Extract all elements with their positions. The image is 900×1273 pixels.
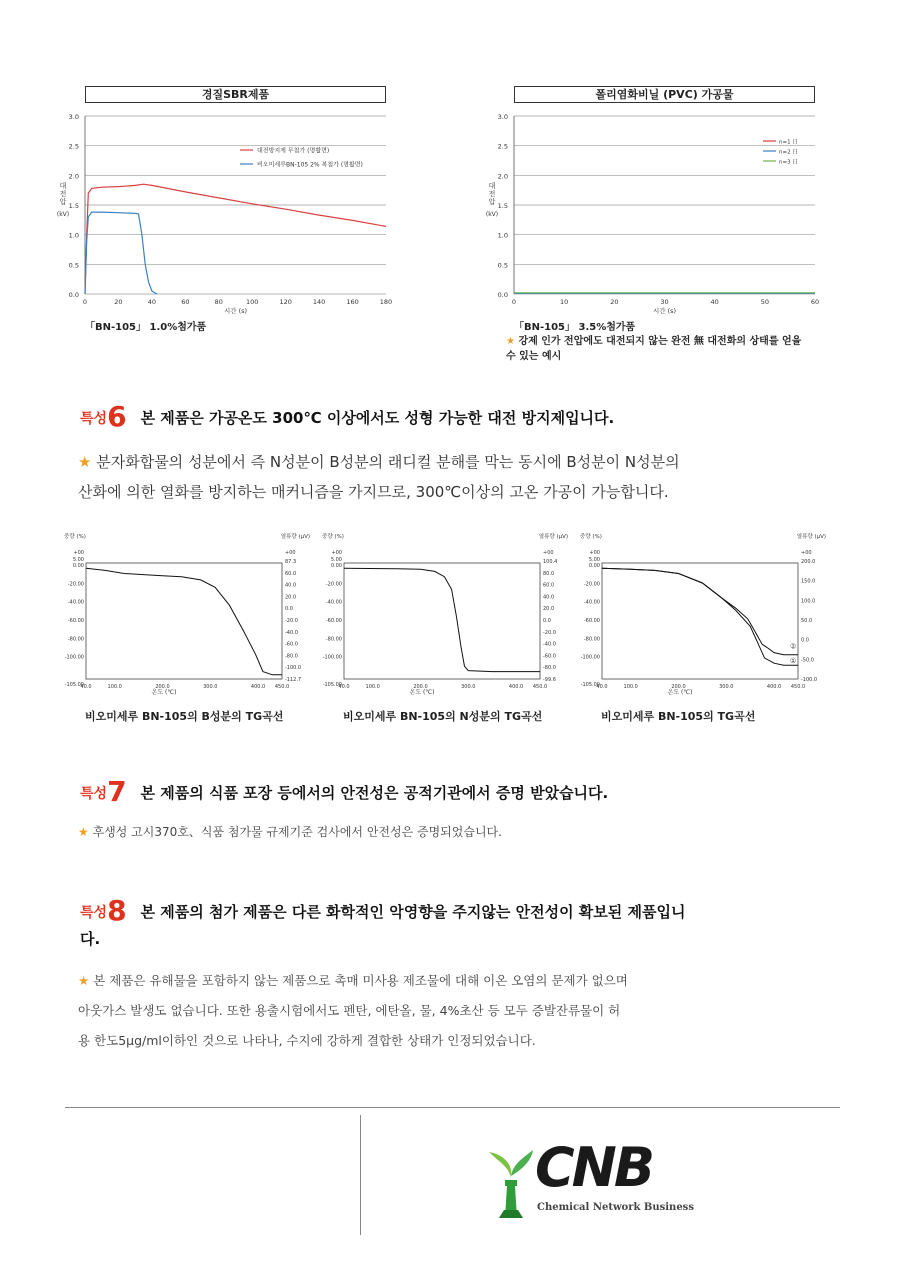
chart2-line-chart bbox=[484, 108, 824, 320]
tg-right-tick-label: -80.0 bbox=[285, 653, 298, 660]
sprout-flask-icon bbox=[485, 1140, 537, 1220]
tg-x-tick-label: 40.0 bbox=[80, 684, 92, 690]
tg-left-tick-label: -100.00 bbox=[580, 654, 600, 661]
legend-label: 대전방지제 무첨가 (명활면) bbox=[257, 147, 330, 155]
section7-title: 본 제품의 식품 포장 등에서의 안전성은 공적기관에서 증명 받았습니다. bbox=[140, 784, 609, 802]
tg-right-tick-label: -50.0 bbox=[801, 657, 814, 664]
tg-curve-0 bbox=[86, 568, 282, 675]
tg-frame bbox=[602, 563, 798, 679]
y-tick-label: 1.0 bbox=[497, 231, 508, 240]
x-tick-label: 30 bbox=[660, 298, 669, 306]
chart2-title: 폴리염화비닐 (PVC) 가공물 bbox=[514, 86, 815, 103]
x-tick-label: 40 bbox=[710, 298, 719, 306]
y-tick-label: 3.0 bbox=[68, 113, 79, 121]
tg-x-tick-label: 100.0 bbox=[623, 684, 638, 690]
section7-body bbox=[78, 817, 502, 847]
tg-right-tick-label: -80.0 bbox=[543, 665, 556, 672]
x-tick-label: 80 bbox=[214, 298, 223, 306]
section6-heading bbox=[80, 400, 614, 433]
x-tick-label: 160 bbox=[346, 298, 359, 306]
tg-right-tick-label: 87.3 bbox=[285, 559, 297, 565]
tg-curve-0 bbox=[344, 568, 540, 671]
tg-caption-product: 비오미세루 BN-105의 TG곡선 bbox=[601, 710, 756, 723]
y-tick-label: 3.0 bbox=[497, 113, 508, 121]
tg-right-tick-label: 0.0 bbox=[801, 637, 809, 644]
tg-right-tick-label: -99.6 bbox=[543, 677, 556, 683]
x-tick-label: 0 bbox=[82, 298, 88, 306]
tg-left-tick-label: 0.00 bbox=[588, 563, 600, 569]
tg-right-tick-label: 20.0 bbox=[543, 606, 555, 613]
section6-body-line2: 산화에 의한 열화를 방지하는 매커니즘을 가지므로, 300℃이상의 고온 가공이 가능합니다. bbox=[78, 483, 669, 501]
tg-left-tick-label: 5.00 bbox=[330, 557, 342, 563]
y-tick-label: 0.0 bbox=[68, 291, 79, 299]
section6-body-line1: 분자화합물의 성분에서 즉 N성분이 B성분의 래디컬 분해를 막는 동시에 B성분이 N성분의 bbox=[96, 453, 680, 471]
y-axis-label-char: 대 bbox=[59, 182, 67, 190]
x-tick-label: 140 bbox=[312, 298, 326, 306]
section8-body-line1: 본 제품은 유해물을 포함하지 않는 제품으로 촉매 미사용 제조물에 대해 이온 오염의 문제가 없으며 bbox=[93, 973, 628, 988]
tg-right-tick-label: 150.0 bbox=[801, 578, 816, 585]
tg-right-tick-label: -60.0 bbox=[543, 653, 556, 660]
tg-right-tick-label: 60.0 bbox=[285, 570, 297, 577]
tg-left-tick-label: 5.00 bbox=[72, 557, 84, 563]
tg-left-tick-label: -100.00 bbox=[322, 654, 342, 661]
tg-x-tick-label: 40.0 bbox=[338, 684, 350, 690]
section8-body bbox=[78, 966, 838, 1056]
legend-label: n=3 日 bbox=[779, 159, 798, 166]
tg-left-axis-title: 중량 (%) bbox=[322, 534, 344, 540]
chart2-note-text: 강제 인가 전압에도 대전되지 않는 완전 無 대전화의 상태를 얻을 수 있는 예시 bbox=[506, 336, 802, 362]
tg-right-tick-label: 50.0 bbox=[801, 618, 813, 624]
x-tick-label: 50 bbox=[760, 298, 769, 306]
y-tick-label: 2.0 bbox=[497, 172, 508, 181]
tg-right-tick-label: +00 bbox=[801, 550, 812, 556]
tg-chart-n-component bbox=[320, 530, 570, 698]
tg-x-tick-label: 200.0 bbox=[671, 684, 686, 690]
tg-x-tick-label: 100.0 bbox=[107, 684, 122, 690]
tg-left-tick-label: -20.00 bbox=[583, 581, 600, 588]
tg-frame bbox=[344, 563, 540, 679]
tg-right-tick-label: -20.0 bbox=[285, 618, 298, 624]
tg-left-tick-label: -60.00 bbox=[325, 618, 342, 624]
tg-left-tick-label: -80.00 bbox=[67, 636, 84, 643]
section7-heading bbox=[80, 775, 608, 808]
x-tick-label: 120 bbox=[279, 298, 292, 306]
y-axis-label-char: 대 bbox=[488, 182, 496, 190]
tg-right-tick-label: 100.4 bbox=[543, 559, 558, 565]
chart1-line-chart bbox=[55, 108, 395, 320]
y-tick-label: 0.5 bbox=[497, 261, 508, 270]
tg-right-tick-label: -60.0 bbox=[285, 641, 298, 648]
tg-left-tick-label: -100.00 bbox=[64, 654, 84, 661]
tg-x-tick-label: 450.0 bbox=[790, 684, 806, 690]
footer-divider bbox=[65, 1107, 840, 1108]
tg-curve-1 bbox=[602, 568, 798, 654]
x-tick-label: 60 bbox=[181, 298, 190, 306]
tg-left-tick-label: 0.00 bbox=[72, 563, 84, 569]
chart1-caption: 「BN-105」 1.0%첨가품 bbox=[85, 322, 207, 333]
chart2-note bbox=[506, 334, 806, 364]
x-axis-label: 시간 (s) bbox=[652, 307, 677, 315]
tg-x-tick-label: 300.0 bbox=[719, 684, 734, 690]
tg-chart-b-component bbox=[62, 530, 312, 698]
tg-x-axis-label: 온도 (℃) bbox=[409, 689, 435, 696]
tg-x-tick-label: 200.0 bbox=[413, 684, 428, 690]
chart1-title: 경질SBR제품 bbox=[85, 86, 386, 103]
legend-label: n=2 日 bbox=[779, 149, 798, 156]
y-tick-label: 0.5 bbox=[68, 261, 79, 270]
section6-body bbox=[78, 447, 680, 507]
tg-right-tick-label: 80.0 bbox=[543, 570, 555, 577]
tg-right-tick-label: 60.0 bbox=[543, 582, 555, 589]
section8-tag: 특성 bbox=[80, 905, 108, 921]
section8-body-line3: 용 한도5μg/ml이하인 것으로 나타나, 수지에 강하게 결합한 상태가 인정되었습니다. bbox=[78, 1033, 536, 1048]
tg-right-tick-label: +00 bbox=[543, 550, 554, 556]
series-line-1 bbox=[85, 212, 157, 294]
tg-right-tick-label: -20.0 bbox=[543, 629, 556, 636]
tg-right-axis-title: 열류량 (μV) bbox=[280, 534, 310, 540]
tg-x-tick-label: 400.0 bbox=[250, 684, 266, 690]
tg-left-tick-label: -20.00 bbox=[67, 581, 84, 588]
tg-right-tick-label: 0.0 bbox=[543, 618, 551, 624]
y-axis-label-char: 압 bbox=[59, 198, 67, 206]
tg-caption-n: 비오미세루 BN-105의 N성분의 TG곡선 bbox=[343, 710, 543, 723]
tg-x-tick-label: 100.0 bbox=[365, 684, 380, 690]
tg-curve-label-1: ① bbox=[790, 657, 797, 666]
tg-left-tick-label: -20.00 bbox=[325, 581, 342, 588]
tg-left-tick-label: -60.00 bbox=[67, 618, 84, 624]
x-tick-label: 20 bbox=[610, 298, 619, 306]
section8-body-line2: 아웃가스 발생도 없습니다. 또한 용출시험에서도 펜탄, 에탄올, 물, 4%초산 등 모두 증발잔류물이 허 bbox=[78, 1003, 621, 1018]
tg-x-tick-label: 200.0 bbox=[155, 684, 170, 690]
tg-right-tick-label: 40.0 bbox=[543, 594, 555, 601]
tg-left-tick-label: -60.00 bbox=[583, 618, 600, 624]
tg-left-tick-label: -105.00 bbox=[580, 682, 600, 688]
star-icon: ★ bbox=[78, 825, 89, 839]
tg-curve-label-2: ② bbox=[790, 642, 797, 651]
tg-right-tick-label: 20.0 bbox=[285, 594, 297, 601]
tg-left-tick-label: -40.00 bbox=[67, 599, 84, 606]
tg-left-tick-label: -40.00 bbox=[325, 599, 342, 606]
section6-number: 6 bbox=[107, 400, 127, 433]
star-icon: ★ bbox=[78, 973, 90, 988]
chart2-caption: 「BN-105」 3.5%첨가품 bbox=[514, 322, 636, 333]
section8-heading bbox=[80, 894, 840, 952]
y-tick-label: 1.5 bbox=[68, 202, 79, 210]
x-tick-label: 60 bbox=[810, 298, 820, 306]
tg-right-tick-label: -100.0 bbox=[285, 665, 302, 672]
tg-right-tick-label: -40.0 bbox=[543, 641, 556, 648]
section8-number: 8 bbox=[107, 894, 127, 927]
tg-right-tick-label: -40.0 bbox=[285, 629, 298, 636]
series-line-0 bbox=[85, 184, 386, 294]
y-tick-label: 2.0 bbox=[68, 172, 79, 181]
x-tick-label: 0 bbox=[511, 298, 517, 306]
tg-left-axis-title: 중량 (%) bbox=[580, 534, 602, 540]
section7-number: 7 bbox=[107, 775, 127, 808]
tg-right-tick-label: 200.0 bbox=[801, 559, 816, 565]
section7-body-text: 후생성 고시370호、식품 첨가물 규제기준 검사에서 안전성은 증명되었습니다. bbox=[92, 825, 502, 839]
y-tick-label: 0.0 bbox=[497, 291, 508, 299]
section8-title-line2: 다. bbox=[80, 930, 101, 948]
section6-tag: 특성 bbox=[80, 411, 108, 427]
legend-label: 비오미세루BN-105 2% 복첨가 (명활면) bbox=[257, 161, 363, 169]
tg-chart-product bbox=[578, 530, 828, 698]
tg-x-tick-label: 400.0 bbox=[766, 684, 782, 690]
star-icon: ★ bbox=[506, 336, 515, 347]
tg-left-tick-label: 0.00 bbox=[330, 563, 342, 569]
y-axis-label-char: 압 bbox=[488, 198, 496, 206]
tg-right-axis-title: 열류량 (μV) bbox=[538, 534, 568, 540]
tg-right-tick-label: -100.0 bbox=[801, 677, 818, 683]
tg-left-tick-label: -105.00 bbox=[64, 682, 84, 688]
footer-vertical-divider bbox=[360, 1115, 361, 1235]
star-icon: ★ bbox=[78, 453, 92, 471]
tg-curve-0 bbox=[602, 568, 798, 665]
tg-caption-b: 비오미세루 BN-105의 B성분의 TG곡선 bbox=[85, 710, 284, 723]
tg-x-tick-label: 300.0 bbox=[461, 684, 476, 690]
section7-tag: 특성 bbox=[80, 786, 108, 802]
tg-x-tick-label: 300.0 bbox=[203, 684, 218, 690]
section6-title: 본 제품은 가공온도 300℃ 이상에서도 성형 가능한 대전 방지제입니다. bbox=[140, 409, 615, 427]
section8-title-line1: 본 제품의 첨가 제품은 다른 화학적인 악영향을 주지않는 안전성이 확보된 제품입니 bbox=[140, 903, 686, 921]
tg-right-tick-label: +00 bbox=[285, 550, 296, 556]
x-tick-label: 100 bbox=[246, 298, 259, 306]
y-axis-label-char: 전 bbox=[59, 190, 67, 198]
tg-right-tick-label: -112.7 bbox=[285, 677, 302, 683]
y-tick-label: 2.5 bbox=[497, 142, 508, 151]
tg-left-tick-label: +00 bbox=[73, 550, 84, 556]
tg-left-tick-label: -80.00 bbox=[583, 636, 600, 643]
logo-subtitle: Chemical Network Business bbox=[537, 1202, 694, 1213]
tg-left-axis-title: 중량 (%) bbox=[64, 534, 86, 540]
tg-x-axis-label: 온도 (℃) bbox=[667, 689, 693, 696]
x-tick-label: 20 bbox=[114, 298, 123, 306]
tg-right-tick-label: 100.0 bbox=[801, 598, 816, 605]
tg-x-tick-label: 40.0 bbox=[596, 684, 608, 690]
y-axis-label-char: 전 bbox=[488, 190, 496, 198]
y-tick-label: 1.0 bbox=[68, 231, 79, 240]
tg-x-tick-label: 450.0 bbox=[532, 684, 548, 690]
tg-left-tick-label: +00 bbox=[331, 550, 342, 556]
y-tick-label: 2.5 bbox=[68, 142, 79, 151]
tg-left-tick-label: -80.00 bbox=[325, 636, 342, 643]
x-tick-label: 10 bbox=[560, 298, 569, 306]
tg-x-axis-label: 온도 (℃) bbox=[151, 689, 177, 696]
cnb-logo bbox=[485, 1136, 715, 1220]
tg-right-tick-label: 40.0 bbox=[285, 582, 297, 589]
tg-left-tick-label: +00 bbox=[589, 550, 600, 556]
tg-x-tick-label: 400.0 bbox=[508, 684, 524, 690]
y-axis-unit: (kV) bbox=[56, 211, 70, 218]
tg-right-tick-label: 0.0 bbox=[285, 606, 293, 613]
legend-label: n=1 日 bbox=[779, 139, 798, 146]
logo-mark: CNB bbox=[535, 1136, 652, 1199]
tg-left-tick-label: -40.00 bbox=[583, 599, 600, 606]
x-axis-label: 시간 (s) bbox=[223, 307, 248, 315]
tg-right-axis-title: 열류량 (μV) bbox=[796, 534, 826, 540]
tg-left-tick-label: 5.00 bbox=[588, 557, 600, 563]
y-tick-label: 1.5 bbox=[497, 202, 508, 210]
tg-frame bbox=[86, 563, 282, 679]
tg-x-tick-label: 450.0 bbox=[274, 684, 290, 690]
y-axis-unit: (kV) bbox=[485, 211, 499, 218]
x-tick-label: 40 bbox=[147, 298, 157, 306]
x-tick-label: 180 bbox=[379, 298, 393, 306]
tg-left-tick-label: -105.00 bbox=[322, 682, 342, 688]
